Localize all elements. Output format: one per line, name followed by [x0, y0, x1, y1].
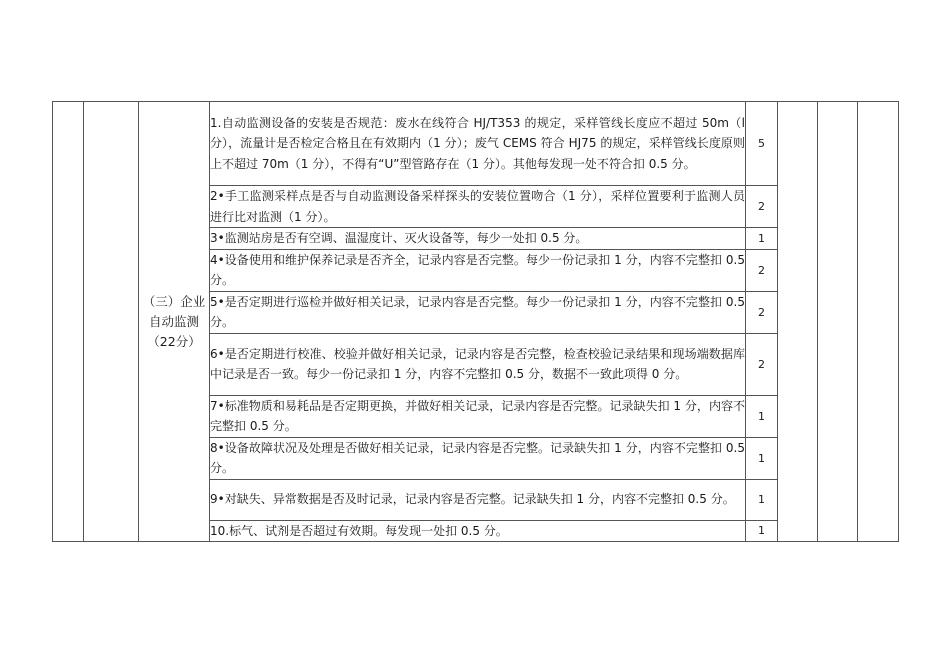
score-value: 5 — [758, 137, 765, 150]
criterion-cell — [210, 333, 746, 395]
criterion-text: 2•手工监测采样点是否与自动监测设备采样探头的安装位置吻合（1 分），采样位置要利于监测人员进行比对监测（1 分）。 — [210, 189, 745, 224]
blank-cell — [818, 102, 858, 542]
category-label: （三）企业自动监测（22分） — [142, 293, 206, 349]
criterion-text: 8•设备故障状况及处理是否做好相关记录，记录内容是否完整。记录缺失扣 1 分，内容不完整扣 0.5 分。 — [210, 440, 745, 475]
score-cell — [746, 479, 778, 520]
criterion-cell — [210, 395, 746, 437]
score-value: 1 — [758, 451, 765, 465]
score-cell — [746, 102, 778, 186]
criterion-text: 1.自动监测设备的安装是否规范：废水在线符合 HJ/T353 的规定，采样管线长度应不超过 50m（l 分），流量计是否检定合格且在有效期内（1 分）；废气 CEMS 符合 HJ75 的规定，采样管线长度原则上不超过 70m（1 分），不得有“U”型管路存在（1 分）。其他每发现一处不符合扣 0.5 分。 — [210, 115, 745, 171]
score-value: 2 — [758, 263, 765, 277]
criterion-cell — [210, 249, 746, 291]
score-cell — [746, 395, 778, 437]
score-value: 1 — [758, 231, 765, 245]
criterion-text: 7•标准物质和易耗品是否定期更换，并做好相关记录，记录内容是否完整。记录缺失扣 1 分，内容不完整扣 0.5 分。 — [210, 398, 745, 433]
score-value: 1 — [758, 409, 765, 423]
criterion-cell — [210, 186, 746, 228]
score-value: 2 — [758, 200, 765, 213]
criterion-text: 9•对缺失、异常数据是否及时记录，记录内容是否完整。记录缺失扣 1 分，内容不完整扣 0.5 分。 — [210, 492, 735, 507]
criterion-text: 10.标气、试剂是否超过有效期。每发现一处扣 0.5 分。 — [210, 523, 508, 538]
category-cell — [139, 102, 210, 542]
score-cell — [746, 291, 778, 333]
criterion-cell — [210, 102, 746, 186]
scoring-table — [52, 101, 899, 542]
blank-cell — [53, 102, 84, 542]
criterion-cell — [210, 479, 746, 520]
criterion-cell — [210, 520, 746, 542]
blank-cell — [84, 102, 139, 542]
score-cell — [746, 228, 778, 250]
criterion-cell — [210, 291, 746, 333]
criterion-text: 3•监测站房是否有空调、温湿度计、灭火设备等，每少一处扣 0.5 分。 — [210, 231, 588, 245]
criterion-text: 4•设备使用和维护保养记录是否齐全，记录内容是否完整。每少一份记录扣 1 分，内容不完整扣 0.5 分。 — [210, 252, 745, 287]
score-cell — [746, 249, 778, 291]
score-cell — [746, 186, 778, 228]
table-row — [53, 102, 899, 186]
criterion-text: 6•是否定期进行校准、校验并做好相关记录，记录内容是否完整，检查校验记录结果和现场端数据库中记录是否一致。每少一份记录扣 1 分，内容不完整扣 0.5 分，数据不一致此项得 0 分。 — [210, 346, 745, 381]
criterion-cell — [210, 228, 746, 250]
blank-cell — [778, 102, 818, 542]
score-value: 2 — [758, 357, 765, 371]
score-cell — [746, 437, 778, 479]
blank-cell — [858, 102, 899, 542]
criterion-cell — [210, 437, 746, 479]
score-cell — [746, 333, 778, 395]
score-value: 1 — [758, 493, 765, 506]
score-value: 2 — [758, 305, 765, 319]
score-cell — [746, 520, 778, 542]
score-value: 1 — [758, 524, 765, 538]
criterion-text: 5•是否定期进行巡检并做好相关记录，记录内容是否完整。每少一份记录扣 1 分，内容不完整扣 0.5 分。 — [210, 294, 745, 329]
